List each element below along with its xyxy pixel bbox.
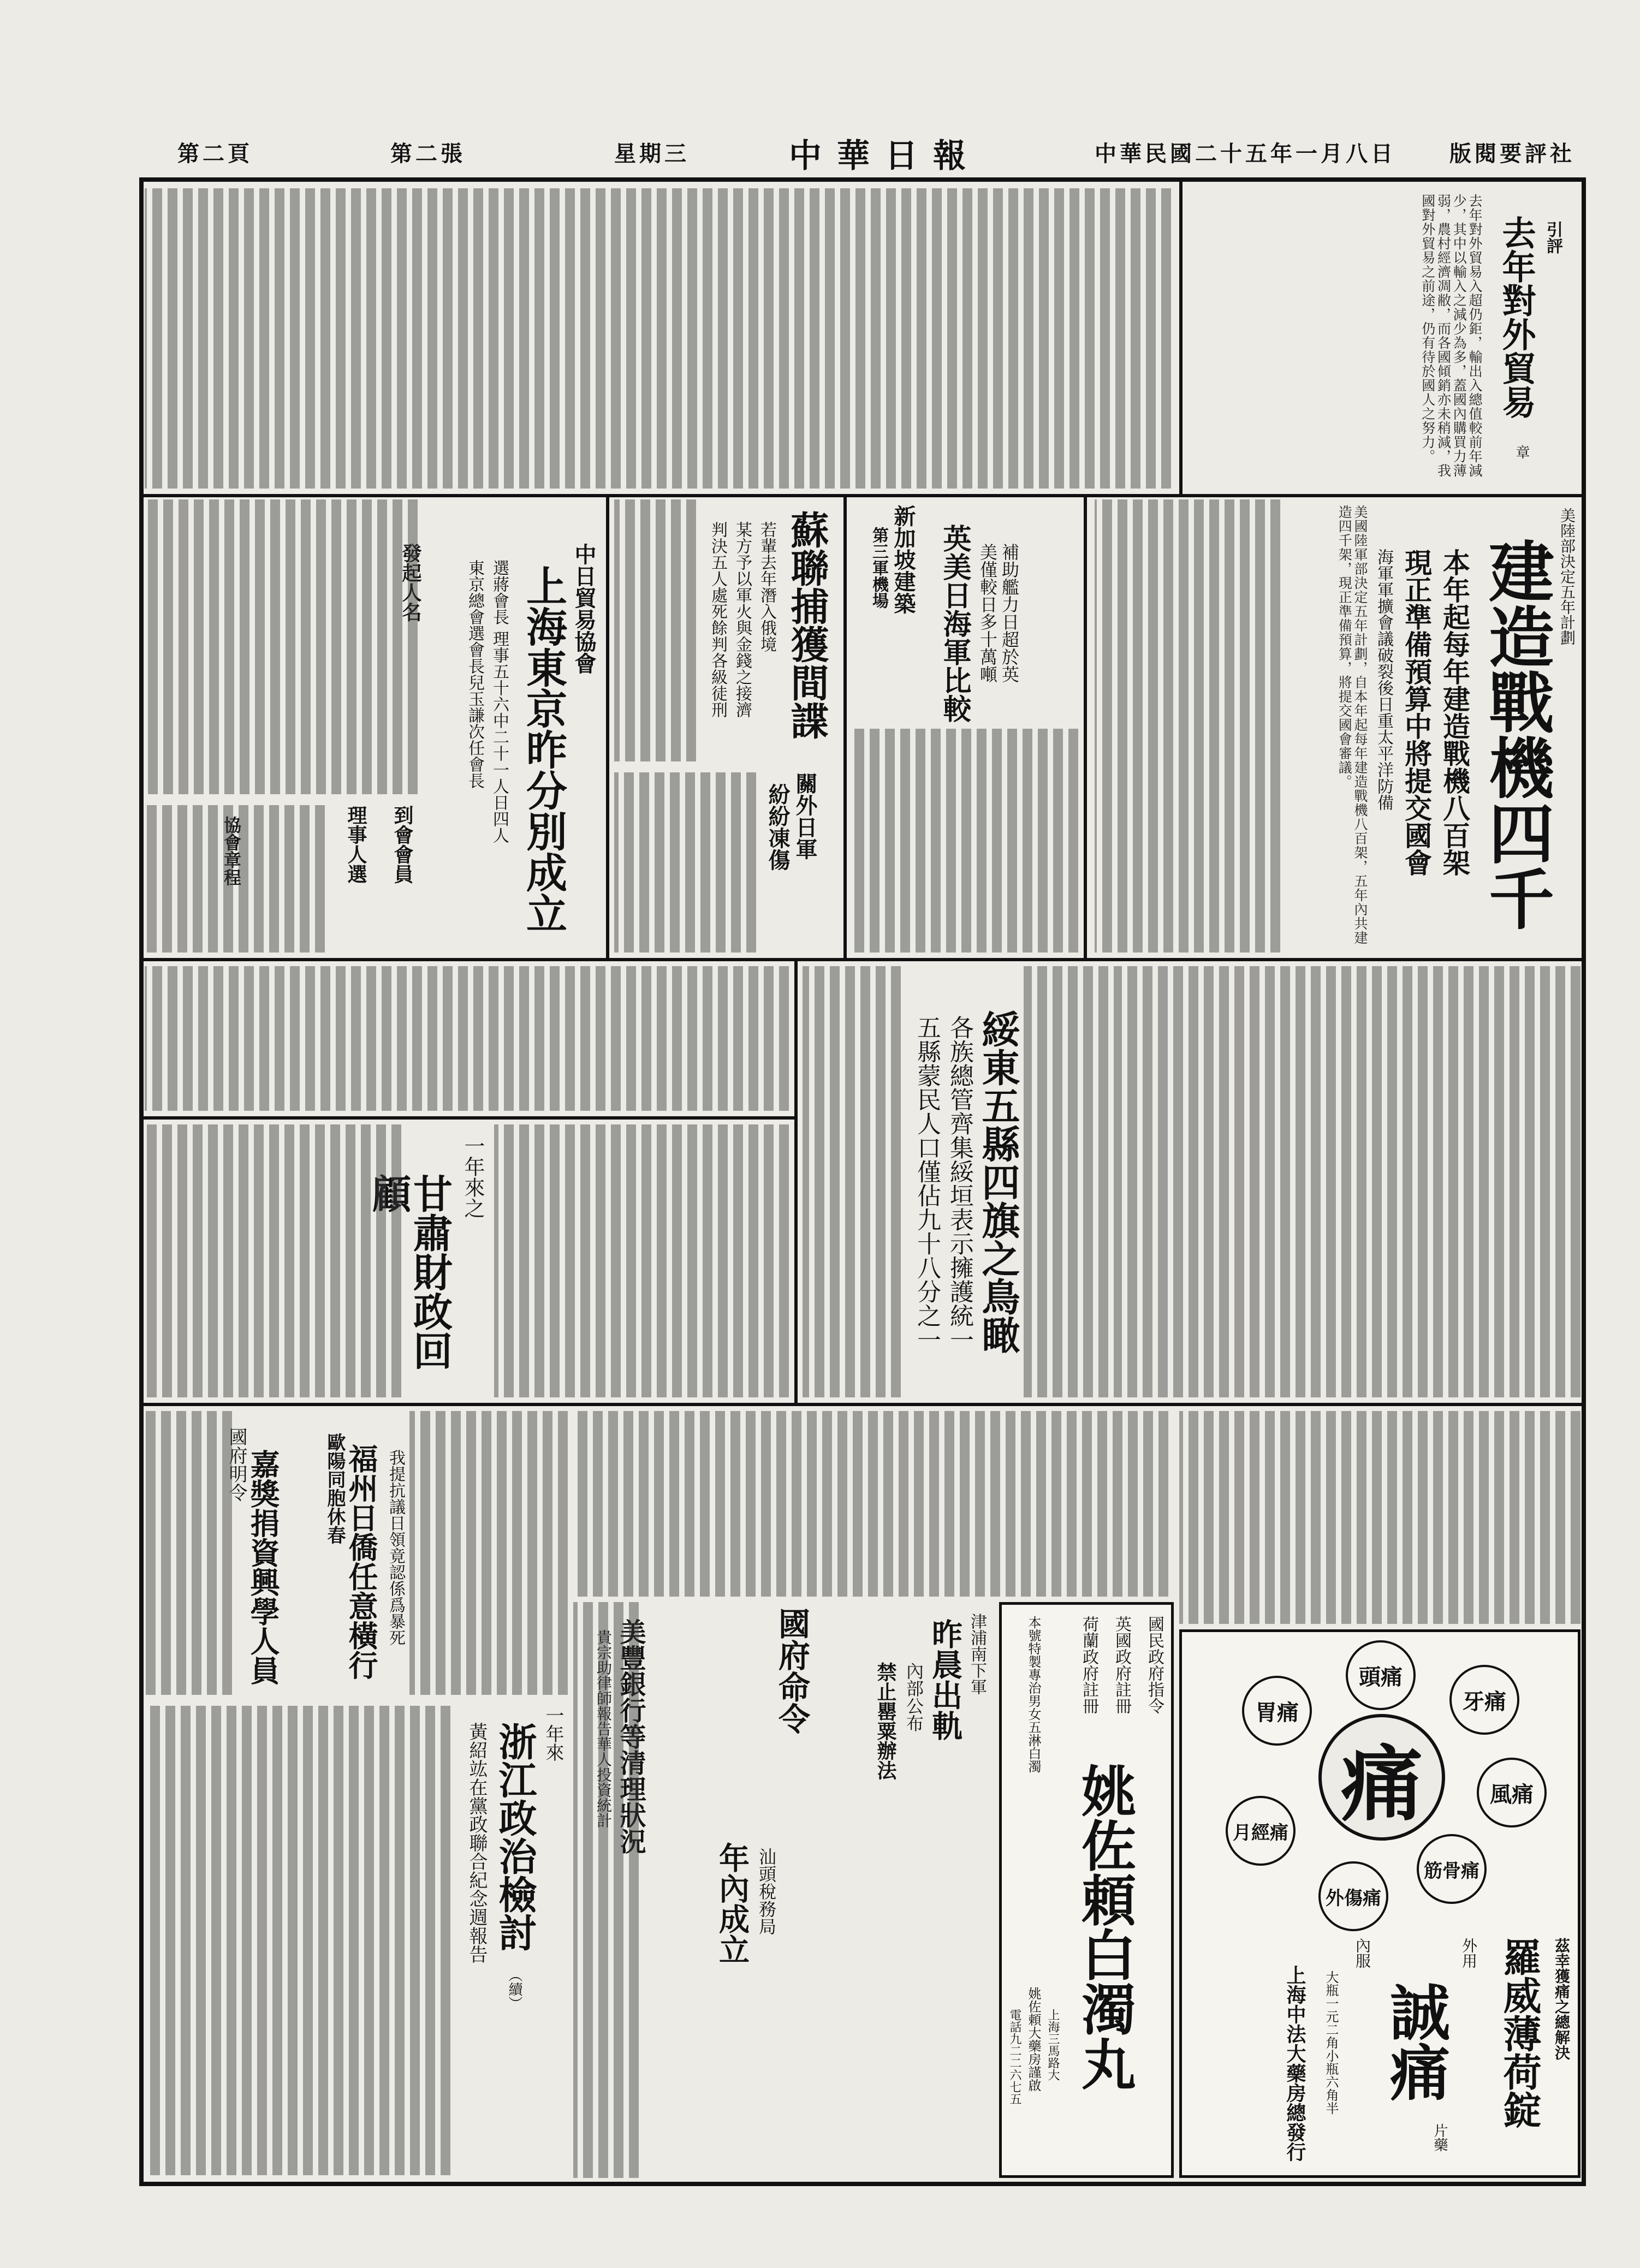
tianjin-sub-2: 禁止罌粟辦法 (874, 1662, 897, 1780)
decree-sub-2: 年內成立 (714, 1842, 750, 1965)
soviet-sub-2: 某方予以軍火與金錢之接濟 (733, 521, 752, 718)
naval-body (852, 729, 1078, 953)
soviet-body (614, 499, 696, 761)
ad-pain-tag-outer: 外用 (1460, 1938, 1478, 1968)
pill-ad-note: 本號特製專治男女五淋白濁 (1026, 1616, 1041, 1773)
arms-body-columns (1095, 499, 1280, 953)
zhejiang-author: （續） (506, 1968, 522, 2010)
gansu-story (145, 1124, 789, 1397)
editorial-text: 去年對外貿易入超仍鉅，輸出入總值較前年減少，其中以輸入之減少為多，蓋國內購買力薄弱，農村經濟凋敝，而各國傾銷亦未稍減，我國對外貿易之前途，仍有待於國人之努力。 (1419, 194, 1483, 478)
row4-news-body (573, 1602, 639, 2178)
row-divider-4 (139, 1403, 1586, 1406)
marine-body (614, 772, 756, 953)
marine-headline: 關外日軍 (792, 772, 818, 860)
ad-pain-tablet: 片藥 (1431, 2123, 1448, 2152)
arms-text: 美國陸軍部決定五年計劃，自本年起每年建造戰機八百架，五年內共建造四千架，現正準備預算，將提交國會審議。 (1336, 505, 1368, 945)
masthead (139, 136, 1586, 175)
naval-story (852, 499, 1078, 953)
founders-heading: 發起人名 (399, 543, 422, 622)
soviet-sub-1: 若輩去年潛入俄境 (757, 521, 776, 652)
editorial-title: 去年對外貿易 (1496, 216, 1536, 419)
row3-right-columns (1114, 966, 1580, 1397)
naval-headline: 英美日海軍比較 (938, 524, 971, 723)
ailment-2: 牙痛 (1449, 1665, 1519, 1735)
ad-pain-tag-inner: 內服 (1353, 1938, 1371, 1968)
notice-3: 荷蘭政府註冊 (1079, 1616, 1098, 1714)
trade-story (145, 499, 601, 953)
editorial-author: 章 (1513, 445, 1530, 459)
suidong-sub-2: 五縣蒙民人口僅佔九十八分之一 (913, 1015, 941, 1352)
trade-sub-1: 選蔣會長 (490, 559, 509, 625)
gansu-body-left (145, 1124, 401, 1397)
pill-ad-address: 上海三馬路大 (1046, 2009, 1060, 2081)
fujian-kicker: 歐陽同胞休春 (324, 1433, 346, 1544)
weekday: 星期三 (614, 141, 690, 166)
ailment-1: 頭痛 (1346, 1640, 1416, 1710)
trade-kicker: 中日貿易協會 (571, 543, 597, 674)
singapore-headline: 新加坡建築 (890, 505, 916, 614)
page-number: 第二頁 (177, 141, 253, 166)
zhejiang-headline: 浙江政治檢討 (492, 1722, 538, 1951)
pill-ad-name: 姚佐頼白濁丸 (1072, 1763, 1137, 2091)
zhejiang-sub: 黃紹竑在黨政聯合紀念週報告 (466, 1722, 488, 1963)
issue-date: 中華民國二十五年一月八日 (1095, 141, 1396, 166)
arms-subhead-2: 現正準備預算中將提交國會 (1400, 549, 1433, 876)
ad-pain-price: 大瓶一元二角小瓶六角半 (1323, 1971, 1339, 2115)
row3-left-top (145, 966, 789, 1111)
banks-headline: 美豐銀行等清理狀況 (615, 1618, 646, 1854)
row-divider-1 (139, 494, 1586, 497)
fujian-sub: 我提抗議日領竟認係爲暴死 (386, 1449, 405, 1646)
row4-news (573, 1602, 994, 2178)
trade-sub-3: 東京總會選會長兒玉謙次任會長 (465, 559, 484, 789)
section: 第二張 (390, 141, 466, 166)
col-divider-editorial (1179, 180, 1183, 494)
ailment-4: 筋骨痛 (1417, 1834, 1487, 1904)
newspaper-title: 中華日報 (789, 137, 981, 175)
ad-pain-slogan: 茲幸獲痛之總解決 (1553, 1938, 1571, 2060)
banks-sub: 貴宗助律師報告華人投資統計 (595, 1629, 613, 1828)
government-body (145, 1411, 232, 1695)
gansu-kicker: 一年來之 (461, 1135, 485, 1218)
publisher: 版閱要評社 (1449, 141, 1575, 166)
notice-2: 英國政府註冊 (1112, 1616, 1131, 1714)
marine-sub: 紛紛凍傷 (765, 783, 791, 871)
members-list (145, 499, 422, 794)
pill-ad (999, 1602, 1174, 2178)
pill-ad-phone: 電話九二二六七五 (1008, 2009, 1021, 2105)
editorial-column (1187, 188, 1580, 489)
arms-subhead-1: 本年起每年建造戰機八百架 (1439, 549, 1471, 876)
col-divider-naval (1084, 494, 1087, 958)
trade-headline: 上海東京昨分別成立 (520, 565, 568, 933)
notice-1: 國民政府指令 (1145, 1616, 1164, 1714)
editorial-body-columns (145, 188, 1171, 489)
fujian-headline: 福州日僑任意橫行 (344, 1444, 379, 1680)
gansu-body-right (494, 1124, 789, 1397)
soviet-headline: 蘇聯捕獲間諜 (785, 510, 830, 740)
attendees-heading: 到會會員 (391, 805, 414, 884)
naval-sub-2: 補助艦力日超於英 (999, 543, 1020, 683)
ailment-5: 外傷痛 (1318, 1861, 1388, 1931)
ailment-6: 月經痛 (1226, 1796, 1296, 1866)
ad-pain-center: 痛 (1318, 1714, 1445, 1841)
pill-ad-shop: 姚佐頼大藥房謹啟 (1026, 1987, 1041, 2092)
ad-pain-effect: 誠痛 (1380, 1981, 1451, 2102)
arms-story (1095, 499, 1580, 953)
gansu-headline: 甘肅財政回顧 (365, 1174, 453, 1370)
row4-right-top (1179, 1411, 1580, 1624)
suidong-story (803, 966, 1108, 1397)
soviet-sub-3: 判決五人處死餘判各級徒刑 (708, 521, 727, 718)
suidong-body-right (1024, 966, 1108, 1397)
decree-headline: 國府命令 (773, 1608, 810, 1734)
tianjin-kicker: 津浦南下軍 (967, 1613, 987, 1695)
zhejiang-kicker: 一年來 (542, 1706, 564, 1761)
editorial-label: 引評 (1543, 221, 1562, 254)
ailment-3: 風痛 (1477, 1758, 1547, 1828)
row-divider-2 (139, 958, 1586, 961)
charter-heading: 協會章程 (221, 816, 242, 886)
tianjin-headline: 昨晨出軌 (927, 1618, 963, 1741)
arms-headline: 建造戰機四千 (1478, 538, 1555, 931)
suidong-sub-1: 各族總管齊集綏垣表示擁護統一 (946, 1015, 973, 1352)
suidong-headline: 綏東五縣四旗之鳥瞰 (976, 1010, 1021, 1354)
trade-sub-2: 理事五十六中二十一人日四人 (490, 630, 509, 843)
col-divider-soviet (843, 494, 847, 958)
row-divider-3 (139, 1116, 794, 1120)
soviet-story (614, 499, 838, 953)
zhejiang-body (145, 1706, 450, 2175)
fujian-body (409, 1411, 568, 1695)
naval-sub: 美僅較日多十萬噸 (977, 543, 998, 683)
tianjin-sub: 內部公布 (904, 1662, 924, 1732)
government-headline: 嘉獎捐資興學人員 (246, 1449, 281, 1685)
col-divider-trade (606, 494, 609, 958)
suidong-body-left (803, 966, 901, 1397)
ad-pain-brand: 羅威薄荷錠 (1497, 1938, 1542, 2129)
decree-sub: 汕頭稅務局 (756, 1848, 777, 1935)
charter-body (145, 805, 325, 953)
pain-tablet-ad (1179, 1629, 1580, 2178)
singapore-sub: 第三軍機場 (869, 527, 888, 609)
directors-heading: 理事人選 (344, 805, 367, 884)
row4-left (145, 1411, 568, 2178)
row4-center-top (573, 1411, 1168, 1597)
col-divider-suidong (794, 958, 798, 1403)
arms-kicker: 美陸部決定五年計劃 (1558, 508, 1576, 645)
ad-pain-seller: 上海中法大藥房總發行 (1284, 1965, 1306, 2162)
government-kicker: 國府明令 (225, 1427, 247, 1502)
arms-note: 海軍軍擴會議破裂後日重太平洋防備 (1374, 549, 1393, 811)
ailment-7: 胃痛 (1242, 1676, 1312, 1746)
